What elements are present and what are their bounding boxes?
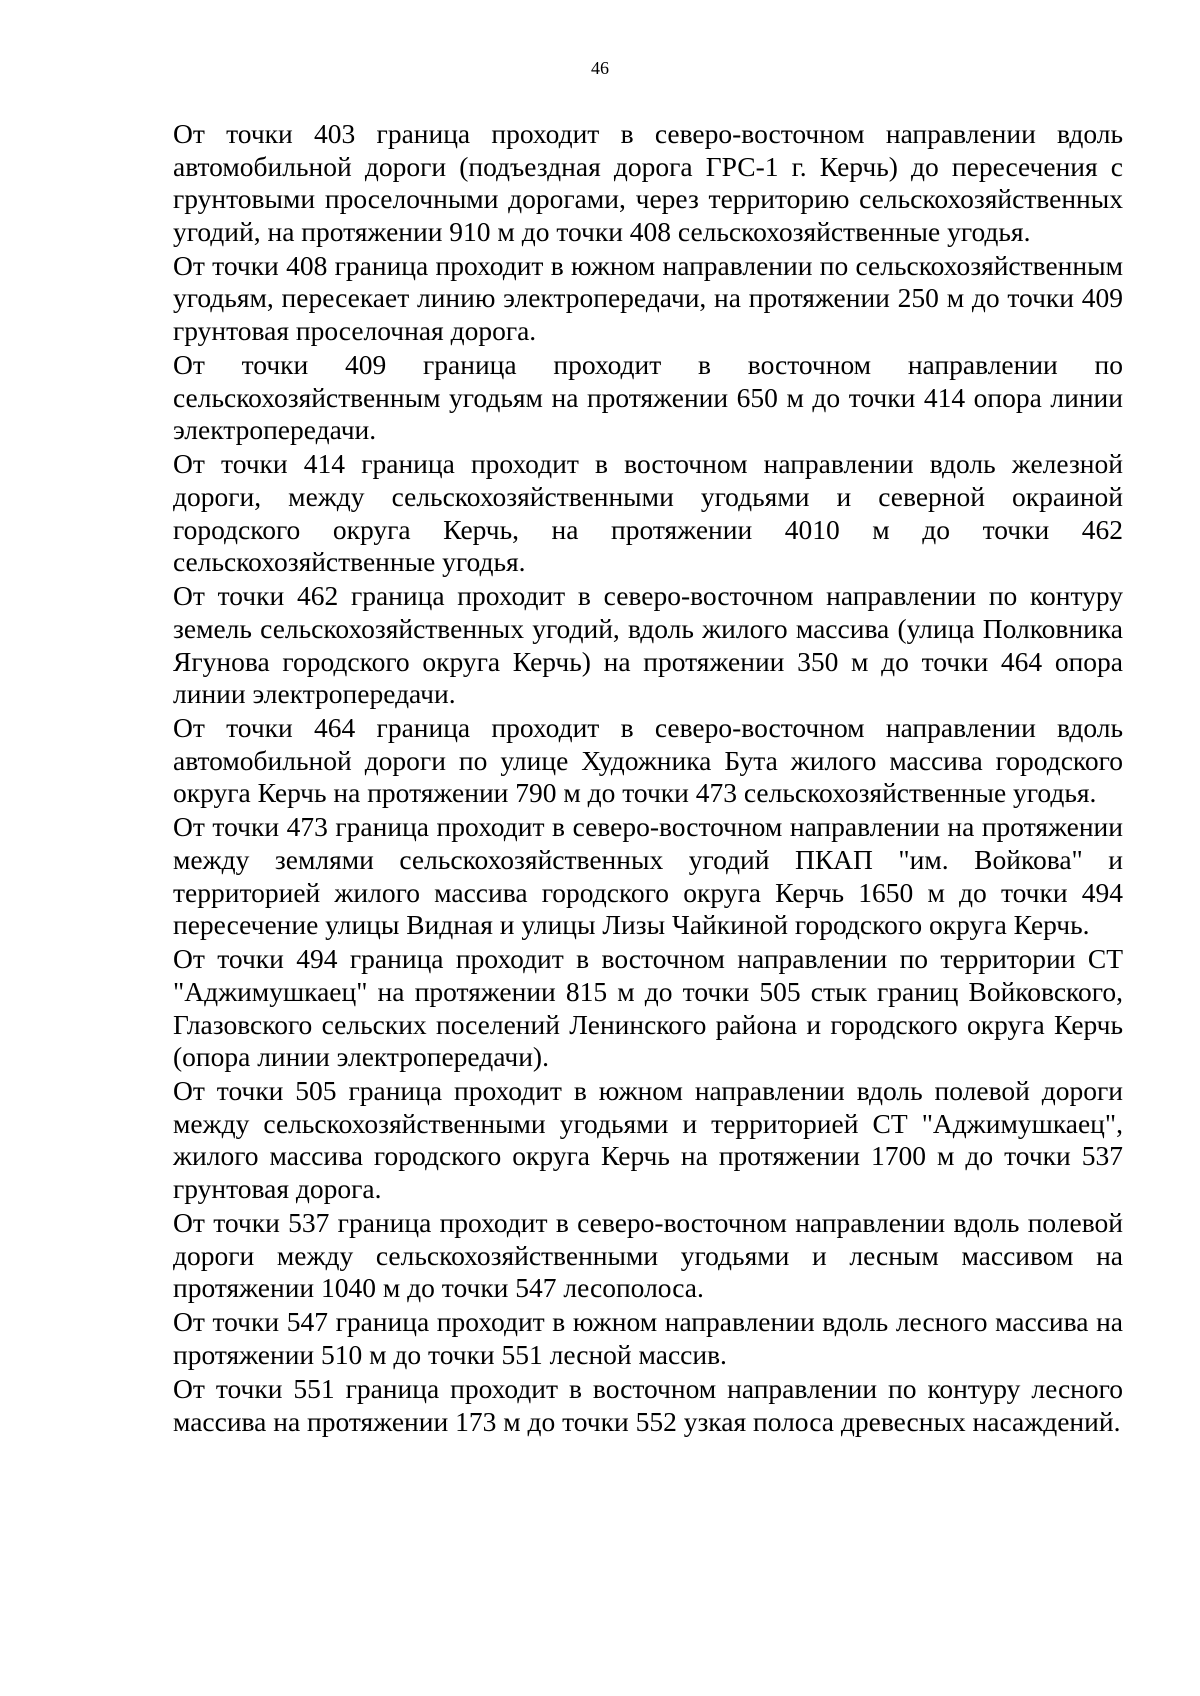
page-number: 46 bbox=[591, 58, 609, 78]
paragraph: От точки 409 граница проходит в восточном направлении по сельскохозяйственным угодьям на протяжении 650 м до точки 414 опора линии электропередачи. bbox=[173, 349, 1123, 446]
paragraph: От точки 403 граница проходит в северо-восточном направлении вдоль автомобильной дороги (подъездная дорога ГРС-1 г. Керчь) до пересечения с грунтовыми проселочными дорогами, через территорию сельскохозяйственных угодий, на протяжении 910 м до точки 408 сельскохозяйственные угодья. bbox=[173, 118, 1123, 247]
paragraph: От точки 547 граница проходит в южном направлении вдоль лесного массива на протяжении 510 м до точки 551 лесной массив. bbox=[173, 1306, 1123, 1370]
paragraph: От точки 408 граница проходит в южном направлении по сельскохозяйственным угодьям, пересекает линию электропередачи, на протяжении 250 м до точки 409 грунтовая проселочная дорога. bbox=[173, 249, 1123, 347]
paragraph: От точки 462 граница проходит в северо-восточном направлении по контуру земель сельскохозяйственных угодий, вдоль жилого массива (улица Полковника Ягунова городского округа Керчь) на протяжении 350 м до точки 464 опора линии электропередачи. bbox=[173, 580, 1123, 710]
paragraph: От точки 494 граница проходит в восточном направлении по территории СТ "Аджимушкаец" на протяжении 815 м до точки 505 стык границ Войковского, Глазовского сельских поселений Ленинского района и городского округа Керчь (опора линии электропередачи). bbox=[173, 943, 1123, 1073]
paragraph: От точки 537 граница проходит в северо-восточном направлении вдоль полевой дороги между сельскохозяйственными угодьями и лесным массивом на протяжении 1040 м до точки 547 лесополоса. bbox=[173, 1207, 1123, 1304]
paragraph: От точки 473 граница проходит в северо-восточном направлении на протяжении между землями сельскохозяйственных угодий ПКАП "им. Войкова" и территорией жилого массива городского округа Керчь 1650 м до точки 494 пересечение улицы Видная и улицы Лизы Чайкиной городского округа Керчь. bbox=[173, 811, 1123, 941]
document-body bbox=[173, 118, 1123, 1440]
paragraph: От точки 505 граница проходит в южном направлении вдоль полевой дороги между сельскохозяйственными угодьями и территорией СТ "Аджимушкаец", жилого массива городского округа Керчь на протяжении 1700 м до точки 537 грунтовая дорога. bbox=[173, 1075, 1123, 1204]
paragraph: От точки 551 граница проходит в восточном направлении по контуру лесного массива на протяжении 173 м до точки 552 узкая полоса древесных насаждений. bbox=[173, 1373, 1123, 1437]
paragraph: От точки 464 граница проходит в северо-восточном направлении вдоль автомобильной дороги по улице Художника Бута жилого массива городского округа Керчь на протяжении 790 м до точки 473 сельскохозяйственные угодья. bbox=[173, 712, 1123, 809]
paragraph: От точки 414 граница проходит в восточном направлении вдоль железной дороги, между сельскохозяйственными угодьями и северной окраиной городского округа Керчь, на протяжении 4010 м до точки 462 сельскохозяйственные угодья. bbox=[173, 448, 1123, 578]
